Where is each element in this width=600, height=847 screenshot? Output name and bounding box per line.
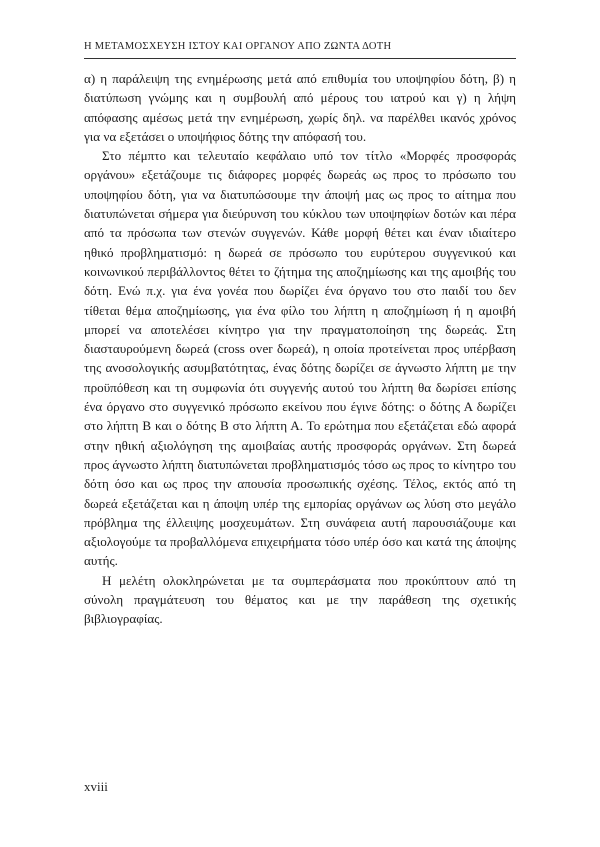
body-text [84, 69, 516, 629]
page-number: xviii [84, 779, 108, 794]
paragraph-chapter-five: Στο πέμπτο και τελευταίο κεφάλαιο υπό τον τίτλο «Μορφές προσφοράς οργάνου» εξετάζουμε τις διάφορες μορφές δωρεάς ως προς το πρόσωπο του υποψηφίου δότη, για να διατυπώσουμε την άποψή μας ως προς το αίτημα που διατυπώνεται σήμερα για διεύρυνση του κύκλου των υποψηφίων δοτών και πέρα από τα πρόσωπα των στενών συγγενών. Κάθε μορφή θέτει και έναν ιδιαίτερο ηθικό προβληματισμό: η δωρεά σε πρόσωπο του ευρύτερου συγγενικού και κοινωνικού περιβάλλοντος θέτει το ζήτημα της αποζημίωσης και της αμοιβής του δότη. Ενώ π.χ. για ένα γονέα που δωρίζει ένα όργανο του στο παιδί του δεν τίθεται θέμα αποζημίωσης, για ένα φίλο του λήπτη η αποζημίωση ή η αμοιβή μπορεί να αποτελέσει κίνητρο για την πραγματοποίηση της δωρεάς. Στη διασταυρούμενη δωρεά (cross over δωρεά), η οποία προτείνεται προς υπέρβαση της ανοσολογικής ασυμβατότητας, ένας δότης δωρίζει σε άγνωστο λήπτη με την προϋπόθεση και τη συμφωνία ότι συγγενής αυτού του λήπτη θα δωρίσει επίσης ένα όργανο στο συγγενικό πρόσωπο εκείνου που έγινε δότης: ο δότης Α δωρίζει στο λήπτη Β και ο δότης Β στο λήπτη Α. Το ερώτημα που εξετάζεται εδώ αφορά στην ηθική αξιολόγηση της αμοιβαίας αυτής προσφοράς οργάνων. Στη δωρεά προς άγνωστο λήπτη διατυπώνεται προβληματισμός τόσο ως προς το κίνητρο του δότη όσο και ως προς την απουσία προσωπικής σχέσης. Τέλος, εκτός από τη δωρεά εξετάζεται και η άποψη υπέρ της εμπορίας οργάνων ως λύση στο μεγάλο πρόβλημα της έλλειψης μοσχευμάτων. Στη συνάφεια αυτή παρουσιάζουμε και αξιολογούμε τα προβαλλόμενα επιχειρήματα τόσο υπέρ όσο και κατά της άποψης αυτής. [84, 148, 516, 569]
paragraph-continuation: α) η παράλειψη της ενημέρωσης μετά από επιθυμία του υποψηφίου δότη, β) η διατύπωση γνώμης και η συμβουλή από μέρους του ιατρού και γ) η λήψη απόφασης αμέσως μετά την ενημέρωση, χωρίς δηλ. να παρέλθει ικανός χρόνος για να εξετάσει ο υποψήφιος δότης την απόφασή του. [84, 71, 516, 144]
running-head: Η ΜΕΤΑΜΟΣΧΕΥΣΗ ΙΣΤΟΥ ΚΑΙ ΟΡΓΑΝΟΥ ΑΠΟ ΖΩΝΤΑ ΔΟΤΗ [84, 41, 392, 52]
header-rule [84, 58, 516, 59]
paragraph-conclusion: Η μελέτη ολοκληρώνεται με τα συμπεράσματα που προκύπτουν από τη σύνολη πραγμάτευση του θέματος και με την παράθεση της σχετικής βιβλιογραφίας. [84, 572, 516, 627]
